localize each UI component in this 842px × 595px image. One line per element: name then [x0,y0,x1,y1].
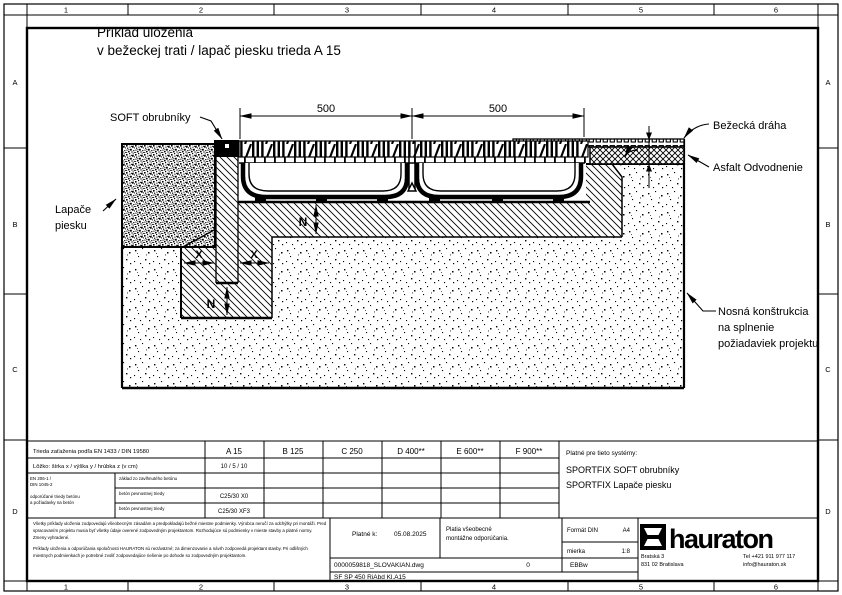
title-line2: v bežeckej trati / lapač piesku trieda A 15 [97,43,341,58]
grating-supports [241,157,586,163]
class-c250: C 250 [341,447,363,456]
scale-value: 1:8 [621,549,630,555]
label-sand-trap-1: Lapače [55,204,92,216]
valid-date: 05.08.2025 [394,531,427,538]
systems-heading: Platné pre tieto systémy: [566,450,638,457]
revision: 0 [526,562,530,569]
row-a-left: A [12,78,18,87]
col-6-top: 6 [773,5,779,15]
concrete-row5-label: betón pevnostnej triedy [119,506,165,511]
col-5-top: 5 [638,5,644,15]
concrete-row3-label: základ zo zavlhnutého betónu [119,476,178,481]
row-a-right: A [825,78,831,87]
class-e600: E 600** [456,447,484,456]
row-b-left: B [12,220,18,229]
title-line1: Príklad uloženia [97,25,194,40]
hauraton-logo-icon [640,524,666,550]
label-running-track: Bežecká dráha [713,120,787,132]
class-b125: B 125 [282,447,304,456]
row-d-right: D [825,507,831,516]
note-line1: Platia všeobecné [446,527,492,533]
sand-trap-body [122,144,215,247]
norm-line2: DIN 1045-2 [30,482,53,487]
grating [239,141,588,157]
disclaimer-p1-l1: Všetky príklady uloženia zodpovedajú všeobecným zásadám a predpokladajú bežné miestne podmienky. Výrobca neručí za odchýlky pri montáži. Pred [33,521,327,526]
col-4-top: 4 [491,5,497,15]
disclaimer-p1-l3: Zmeny vyhradené. [33,535,70,540]
soft-kerb [214,140,239,157]
row-c-right: C [825,365,831,374]
col-1-bottom: 1 [63,582,69,592]
channel-right [417,163,581,197]
norm-line4: a požiadavky na betón [30,500,74,505]
dim-500-right: 500 [488,103,508,115]
class-f900: F 900** [515,447,543,456]
address-line1: Bratská 3 [641,554,665,560]
class-a15: A 15 [225,447,243,456]
format-label: Formát DIN [567,528,599,534]
label-sand-trap-2: piesku [55,220,87,232]
row-b-right: B [825,220,831,229]
brand-wordmark: hauraton [669,524,773,554]
valid-label: Platné k: [352,531,378,538]
system-soft-kerbs: SPORTFIX SOFT obrubníky [566,465,680,475]
disclaimer-p2-l2: miestnych podmienkach je potrebné zvoliť zodpovedajúce riešenie po dohode so zodpovedným projektantom. [33,553,247,558]
col-3-bottom: 3 [344,582,350,592]
concrete-row4-value: C25/30 X0 [219,494,249,500]
label-support-structure-3: požiadaviek projektu [718,338,819,350]
format-value: A4 [622,528,630,534]
concrete-row4-label: betón pevnostnej triedy [119,491,165,496]
norm-line1: EN 206-1 / [30,476,51,481]
dim-500-left: 500 [316,103,336,115]
author-initials: EBBw [570,562,588,569]
dim-n-top: N [298,215,308,229]
concrete-row5-value: C25/30 XF3 [217,509,251,515]
email: info@hauraton.sk [743,562,787,568]
bedding-row-label: Lôžko: šírka x / výška y / hrúbka z (v cm) [33,464,138,470]
file-name: 0000059818_SLOVAKIAN.dwg [334,562,424,569]
address-line2: 831 02 Bratislava [641,562,684,568]
scale-label: mierka [567,549,586,555]
dim-n-bottom: N [206,297,216,311]
note-line2: montážne odporúčania. [446,536,509,542]
class-d400: D 400** [397,447,425,456]
label-support-structure-2: na splnenie [718,322,775,334]
disclaimer-p2-l1: Príklady uloženia a odporúčania spoločnosti HAURATON sú nezáväzné; za dimenzovanie a návrh zodpovedá projektant stavby. Pri odlišných [33,546,308,551]
load-class-row-label: Trieda zaťaženia podľa EN 1433 / DIN 19580 [33,449,150,455]
label-support-structure-1: Nosná konštrukcia [718,306,809,318]
col-1-top: 1 [63,5,69,15]
drawing-code: SF SP 450 RiAbd Kl.A15 [334,574,406,581]
col-5-bottom: 5 [638,582,644,592]
col-4-bottom: 4 [491,582,497,592]
phone: Tel +421 911 977 117 [743,554,796,560]
label-asphalt: Asfalt Odvodnenie [713,162,803,174]
channel-left [243,163,407,197]
dim-x-right: X [250,249,258,261]
col-6-bottom: 6 [773,582,779,592]
col-2-bottom: 2 [198,582,204,592]
dim-x-left: X [195,249,203,261]
system-sand-traps: SPORTFIX Lapače piesku [566,480,672,490]
col-2-top: 2 [198,5,204,15]
norm-line3: odporúčané triedy betónu [30,494,80,499]
row-c-left: C [12,365,18,374]
disclaimer-p1-l2: spracovaním projektu musia byť všetky údaje overené zodpovedným projektantom. Rozhodujúce sú podmienky v mieste stavby a platné normy. [33,528,313,533]
label-soft-kerb: SOFT obrubníky [110,112,191,124]
col-3-top: 3 [344,5,350,15]
bedding-value: 10 / 5 / 10 [220,464,248,470]
row-d-left: D [12,507,18,516]
